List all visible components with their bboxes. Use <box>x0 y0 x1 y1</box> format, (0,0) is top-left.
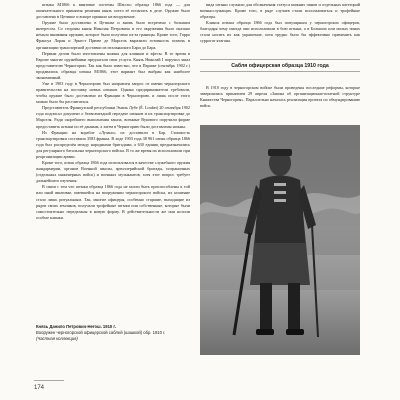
left-text-column <box>36 2 190 221</box>
caption-body: Вооружен черногорской офицерской саблей (шашкой) обр. 1910 г. <box>36 329 166 335</box>
right-text-column-top <box>200 2 360 45</box>
portrait-photo <box>200 125 360 355</box>
paragraph: Кроме того, штык образца 1866 года использовался в качестве служебного оружия жандармерии, органов Военной школы, артиллерийской бригады, пограничных (отдельных инженерных войск) и военных музыкантов, хотя этот вопрос требует дальнейшего изучения. <box>36 160 190 184</box>
paragraph: В 1910 году в черногорском войске были проведены последние реформы, которые завершились принятием 29 апреля «Закона об организационно-штатной структуре Княжества Черногория». Параллельно началась реализация проекта по обмундированию войск. <box>200 85 360 109</box>
paragraph: Уже в 1903 году в Черногорию был направлен запрос от имени черногорского правительства на поставку новых штыков. Однако предприниматели требовали, чтобы оружие было доставлено из Франции в Черногорию, и лишь после этого можно было бы рассчитаться. <box>36 81 190 105</box>
photo-caption <box>36 324 190 341</box>
paragraph: вида штыки служили для обозначения статуса нижних чинов и отдельных категорий военнослужащих. Кроме того, в ряде случаев стали использоваться и трофейные образцы. <box>200 2 360 20</box>
paragraph: Клинок штыка образца 1866 года был популярным у черногорских офицеров, благодаря чему иногда они использовали в бою штыки, а в Больших или малых чинах стали носить их как украшение, хотя трудно было бы эффективно применить как суррогат ятагана. <box>200 20 360 44</box>
paragraph: Из Франции на корабле «Лузано» их доставили в Бар. Стоимость транспортировки составила 3583 франка. В ходе 1903 года 38 961 штык образца 1866 года был распределён между народными бригадами, а 630 единиц предназначались для регулярного батальона черногорского войска. В то же время их использовали при реорганизации армии. <box>36 129 190 159</box>
right-text-column-bottom <box>200 85 360 109</box>
section-heading: Сабля офицерская образца 1910 года <box>231 63 329 69</box>
caption-note: (Частная коллекция) <box>36 335 78 341</box>
section-rule-top <box>200 59 360 60</box>
caption-title: Князь Данило Петрович-Негош. 1910 г. <box>36 324 116 329</box>
section-rule-bottom <box>200 71 360 72</box>
paragraph: Первым делом были изготовлены ножны для клинков и эфесы. В то время в Европе многие оружейники предлагали свои услуги. Князь Николай I поручил заказ представителю Черногории. Так как было известно, что в Париже (сентябрь 1902 г.) продавались образцы штыка М1866, этот вариант был выбран как наиболее экономичный. <box>36 50 190 80</box>
paragraph: штыка М1866 к винтовке системы Шасспо образца 1866 года — для окончательного принятия решения князь хотел её испытать в деле. Оружие было доставлено в Цетинье и вскоре приняло на вооружение. <box>36 2 190 20</box>
paragraph: Оружие было доставлено в Цетинье и вновь было встречено с большим интересом. Со стороны князя Николая Петровича и его окружения было оказано немало внимания оружию, которое было получено из-за границы. Кроме того, Гарро Франсуа Лоран и Эрнест Прюве де Марсель выразили готовность помочь в организации транспортной доставки из итальянского Бари до Бара. <box>36 20 190 50</box>
paragraph: В связи с тем что штыки образца 1866 года не могли быть приспособлены к той или иной винтовке, имевшейся на вооружении черногорского войска, их ношение стало лишь ритуальным. Так, многие офицеры, особенно старшие, выходящие из рядов своих земляков, получали трофейные штыки или собственные, которые были самостоятельно переделаны в новую форму. В действительности же они носили особые клинки. <box>36 184 190 220</box>
paragraph: Представитель Французской республики Эмиль Лубе (É. Loubet) 20 сентября 1902 года подписал документ о безвозмездной передаче штыков и их транспортировке до Марселя. Ради скорейшего выполнения заказа, военные Вукового поручили фирме предоставить штыки по её данным, а затем в Черногорию были доставлены ножны. <box>36 105 190 129</box>
page-number: 174 <box>34 385 45 391</box>
page-number-rule <box>34 380 64 381</box>
